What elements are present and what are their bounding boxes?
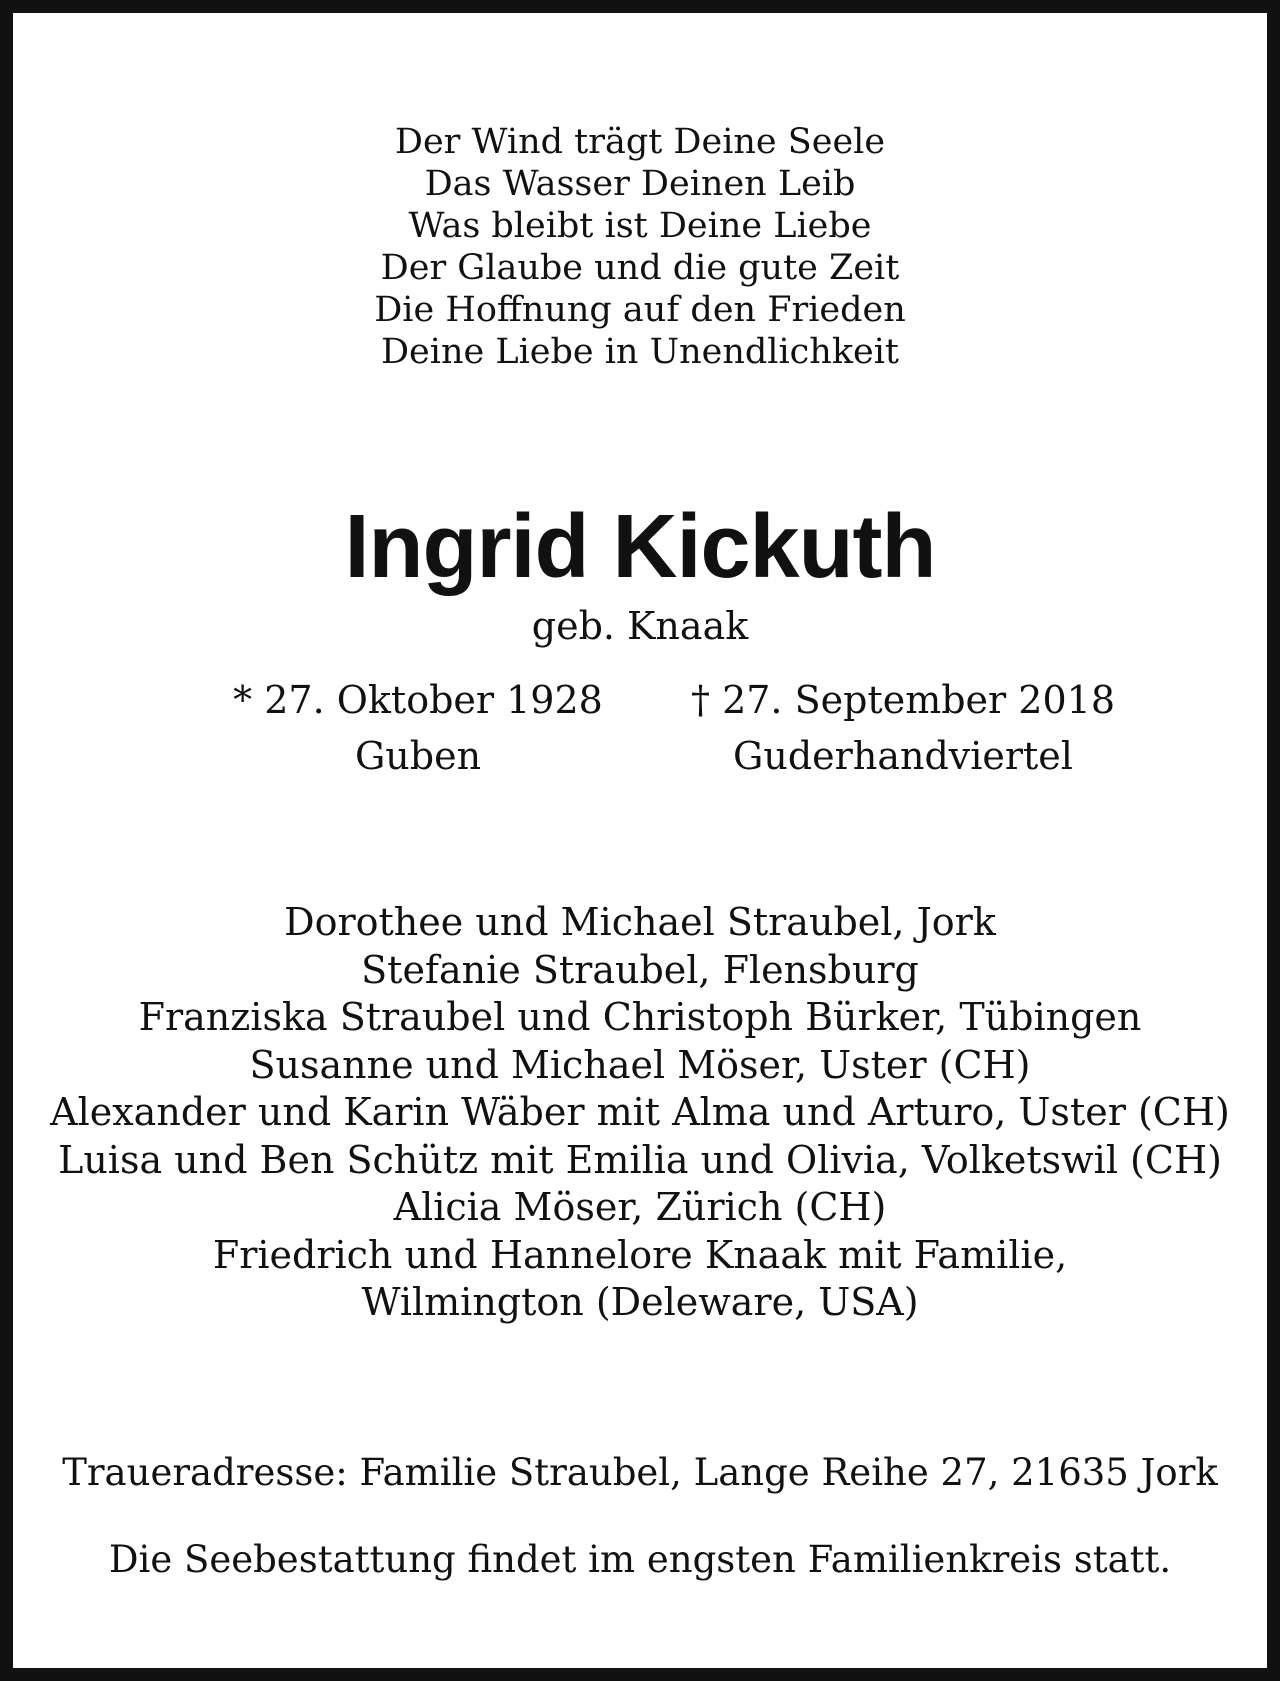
poem-line: Der Wind trägt Deine Seele <box>394 122 886 162</box>
mourner-line: Alexander und Karin Wäber mit Alma und Arturo, Uster (CH) <box>50 1090 1230 1134</box>
poem-line: Deine Liebe in Unendlichkeit <box>380 332 899 372</box>
mourning-address: Traueradresse: Familie Straubel, Lange Reihe 27, 21635 Jork <box>62 1451 1218 1494</box>
poem-line: Der Glaube und die gute Zeit <box>380 248 900 288</box>
birth-info <box>183 672 653 784</box>
mourner-line: Luisa und Ben Schütz mit Emilia und Olivia, Volketswil (CH) <box>58 1137 1222 1182</box>
birth-date: * 27. Oktober 1928 <box>233 678 603 722</box>
maiden-name: geb. Knaak <box>531 604 749 648</box>
mourner-line: Susanne und Michael Möser, Uster (CH) <box>249 1042 1031 1087</box>
deceased-name: Ingrid Kickuth <box>344 497 936 597</box>
mourner-line: Stefanie Straubel, Flensburg <box>361 947 919 992</box>
mourner-line: Friedrich und Hannelore Knaak mit Familie, <box>212 1232 1068 1277</box>
poem-line: Was bleibt ist Deine Liebe <box>408 206 872 246</box>
poem-line: Die Hoffnung auf den Frieden <box>374 290 906 330</box>
death-date: † 27. September 2018 <box>691 678 1115 722</box>
mourner-line: Franziska Straubel und Christoph Bürker, Tübingen <box>138 995 1142 1039</box>
death-info <box>653 672 1153 784</box>
mourners-list <box>26 899 1254 1327</box>
birth-place: Guben <box>354 734 482 778</box>
burial-note: Die Seebestattung findet im engsten Familienkreis statt. <box>108 1538 1172 1581</box>
poem <box>26 121 1254 373</box>
mourner-line: Alicia Möser, Zürich (CH) <box>393 1185 887 1229</box>
poem-line: Das Wasser Deinen Leib <box>424 164 856 204</box>
mourner-line: Wilmington (Deleware, USA) <box>361 1280 919 1324</box>
mourner-line: Dorothee und Michael Straubel, Jork <box>284 900 996 944</box>
death-place: Guderhandviertel <box>733 734 1073 778</box>
